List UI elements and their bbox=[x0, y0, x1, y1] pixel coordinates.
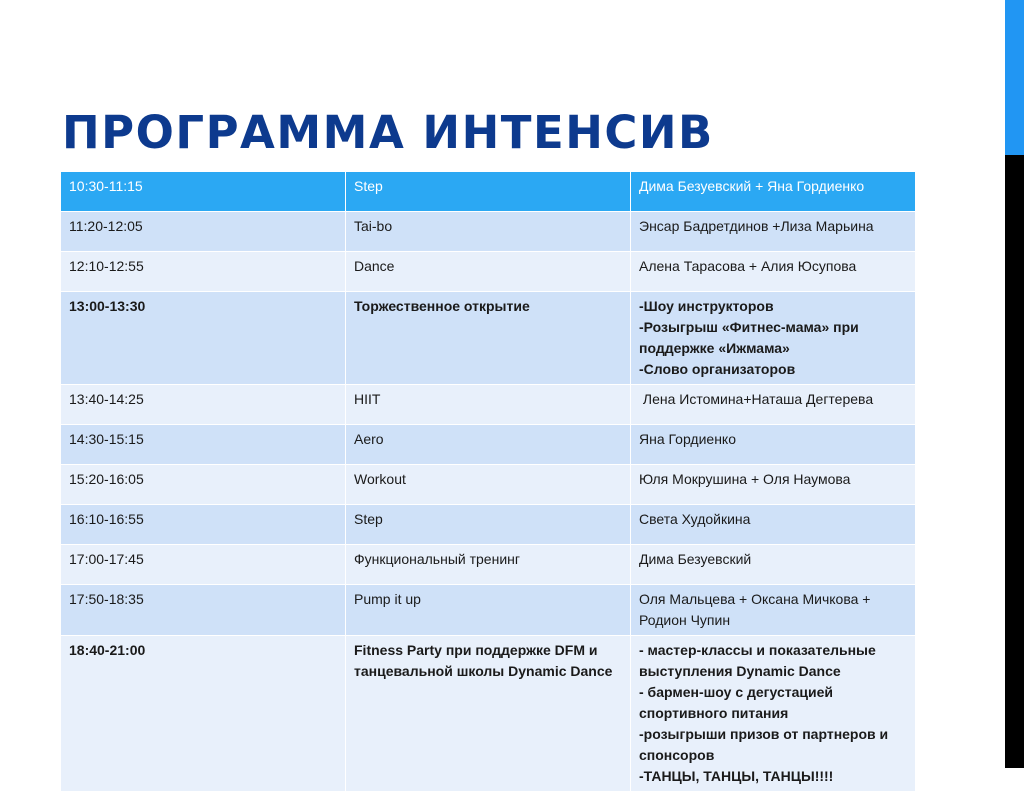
details-cell: Алена Тарасова + Алия Юсупова bbox=[631, 252, 916, 292]
activity-cell: Dance bbox=[346, 252, 631, 292]
details-cell: Света Худойкина bbox=[631, 505, 916, 545]
table-row bbox=[61, 465, 916, 505]
activity-cell: Fitness Party при поддержке DFM и танцевальной школы Dynamic Dance bbox=[346, 636, 631, 792]
details-cell: Энсар Бадретдинов +Лиза Марьина bbox=[631, 212, 916, 252]
activity-cell: Step bbox=[346, 505, 631, 545]
details-cell: Юля Мокрушина + Оля Наумова bbox=[631, 465, 916, 505]
table-row bbox=[61, 212, 916, 252]
time-cell: 17:00-17:45 bbox=[61, 545, 346, 585]
activity-cell: Step bbox=[346, 172, 631, 212]
table-row bbox=[61, 425, 916, 465]
activity-cell: Функциональный тренинг bbox=[346, 545, 631, 585]
slide-title: ПРОГРАММА ИНТЕНСИВ bbox=[62, 106, 714, 159]
edge-dark-bar bbox=[1005, 155, 1024, 768]
time-cell: 15:20-16:05 bbox=[61, 465, 346, 505]
time-cell: 14:30-15:15 bbox=[61, 425, 346, 465]
activity-cell: Pump it up bbox=[346, 585, 631, 636]
time-cell: 10:30-11:15 bbox=[61, 172, 346, 212]
table-row bbox=[61, 252, 916, 292]
table-row bbox=[61, 636, 916, 792]
time-cell: 17:50-18:35 bbox=[61, 585, 346, 636]
time-cell: 13:40-14:25 bbox=[61, 385, 346, 425]
details-cell: Дима Безуевский bbox=[631, 545, 916, 585]
details-cell: Оля Мальцева + Оксана Мичкова + Родион Чупин bbox=[631, 585, 916, 636]
table-row bbox=[61, 292, 916, 385]
details-cell: Лена Истомина+Наташа Дегтерева bbox=[631, 385, 916, 425]
details-cell: -Шоу инструкторов -Розыгрыш «Фитнес-мама» при поддержке «Ижмама» -Слово организаторов bbox=[631, 292, 916, 385]
edge-accent-bar bbox=[1005, 0, 1024, 155]
details-cell: Дима Безуевский + Яна Гордиенко bbox=[631, 172, 916, 212]
table-row bbox=[61, 172, 916, 212]
time-cell: 18:40-21:00 bbox=[61, 636, 346, 792]
table-row bbox=[61, 585, 916, 636]
table-row bbox=[61, 505, 916, 545]
details-cell: Яна Гордиенко bbox=[631, 425, 916, 465]
time-cell: 11:20-12:05 bbox=[61, 212, 346, 252]
activity-cell: Торжественное открытие bbox=[346, 292, 631, 385]
activity-cell: HIIT bbox=[346, 385, 631, 425]
table-row bbox=[61, 545, 916, 585]
table-row bbox=[61, 385, 916, 425]
details-cell: - мастер-классы и показательные выступления Dynamic Dance - бармен-шоу с дегустацией спортивного питания -розыгрыши призов от партнеров и спонсоров -ТАНЦЫ, ТАНЦЫ, ТАНЦЫ!!!! bbox=[631, 636, 916, 792]
time-cell: 13:00-13:30 bbox=[61, 292, 346, 385]
activity-cell: Tai-bo bbox=[346, 212, 631, 252]
activity-cell: Aero bbox=[346, 425, 631, 465]
activity-cell: Workout bbox=[346, 465, 631, 505]
time-cell: 16:10-16:55 bbox=[61, 505, 346, 545]
time-cell: 12:10-12:55 bbox=[61, 252, 346, 292]
schedule-table bbox=[60, 171, 916, 792]
